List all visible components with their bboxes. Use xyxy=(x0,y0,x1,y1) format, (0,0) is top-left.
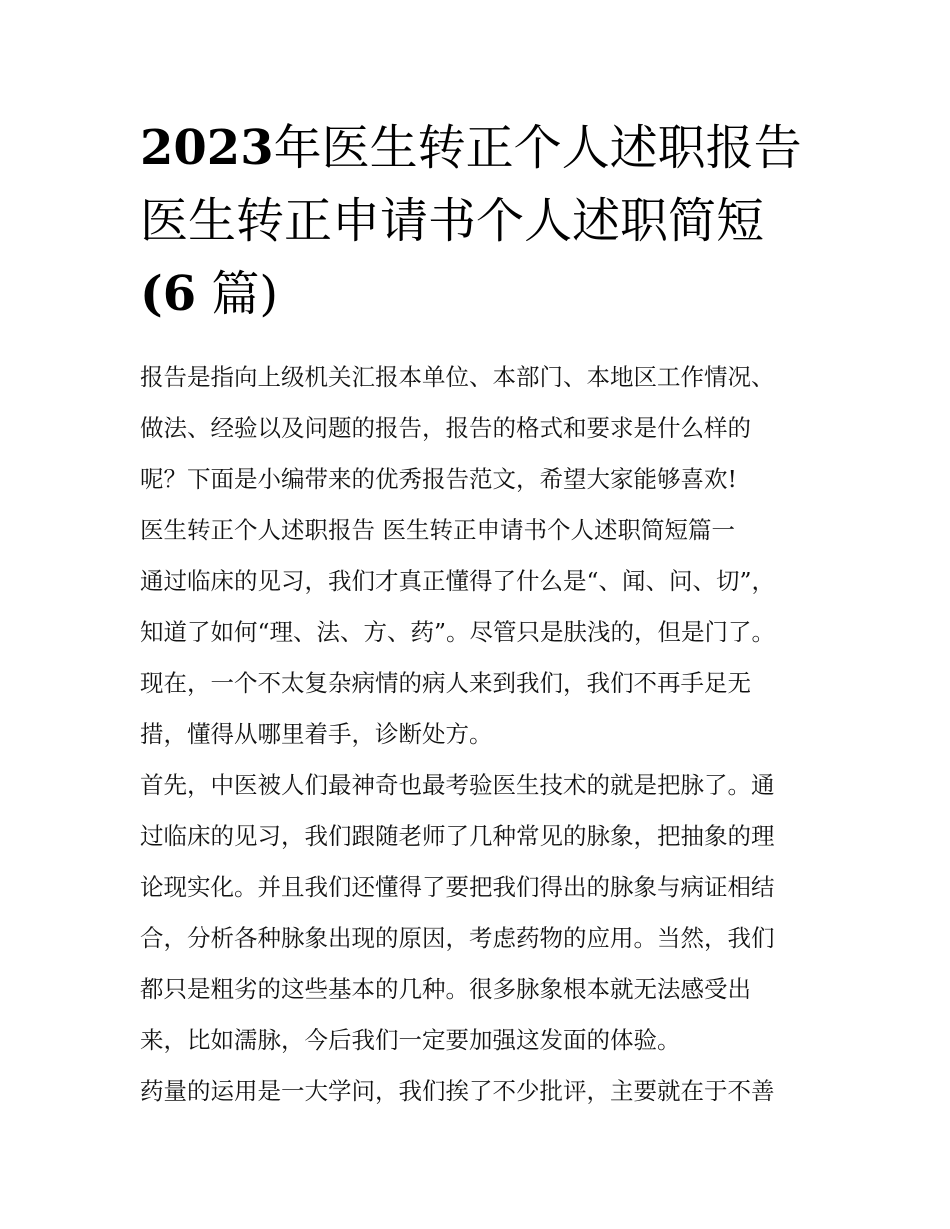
body-line: 现在，一个不太复杂病情的病人来到我们，我们不再手足无 xyxy=(140,669,751,697)
body-line: 做法、经验以及问题的报告，报告的格式和要求是什么样的 xyxy=(140,414,751,442)
body-line: 合，分析各种脉象出现的原因，考虑药物的应用。当然，我们 xyxy=(140,924,775,952)
body-line: 报告是指向上级机关汇报本单位、本部门、本地区工作情况、 xyxy=(140,363,775,391)
title-line-2 xyxy=(140,185,830,258)
title-line-1 xyxy=(140,112,830,185)
title-line-3 xyxy=(140,258,830,331)
title-line-3-text: 篇) xyxy=(211,266,279,322)
body-line: 通过临床的见习，我们才真正懂得了什么是“、闻、问、切”， xyxy=(140,567,776,595)
title-year: 2023 xyxy=(140,120,274,176)
body-line: 来，比如濡脉，今后我们一定要加强这发面的体验。 xyxy=(140,1026,681,1054)
body-line: 措，懂得从哪里着手，诊断处方。 xyxy=(140,720,493,748)
body-line: 呢？下面是小编带来的优秀报告范文，希望大家能够喜欢! xyxy=(140,465,737,493)
document-body xyxy=(140,352,820,1117)
body-line: 药量的运用是一大学问，我们挨了不少批评，主要就在于不善 xyxy=(140,1077,775,1105)
title-line-2-text: 医生转正申请书个人述职简短 xyxy=(140,193,765,249)
body-line: 论现实化。并且我们还懂得了要把我们得出的脉象与病证相结 xyxy=(140,873,775,901)
body-line: 知道了如何“理、法、方、药”。尽管只是肤浅的，但是门了。 xyxy=(140,618,776,646)
title-line-1-text: 年医生转正个人述职报告 xyxy=(273,120,802,176)
body-line: 过临床的见习，我们跟随老师了几种常见的脉象，把抽象的理 xyxy=(140,822,775,850)
body-line: 首先，中医被人们最神奇也最考验医生技术的就是把脉了。通 xyxy=(140,771,775,799)
section-heading: 医生转正个人述职报告 医生转正申请书个人述职简短篇一 xyxy=(140,516,735,544)
title-count: (6 xyxy=(140,266,197,322)
document-title xyxy=(140,112,830,331)
body-line: 都只是粗劣的这些基本的几种。很多脉象根本就无法感受出 xyxy=(140,975,751,1003)
